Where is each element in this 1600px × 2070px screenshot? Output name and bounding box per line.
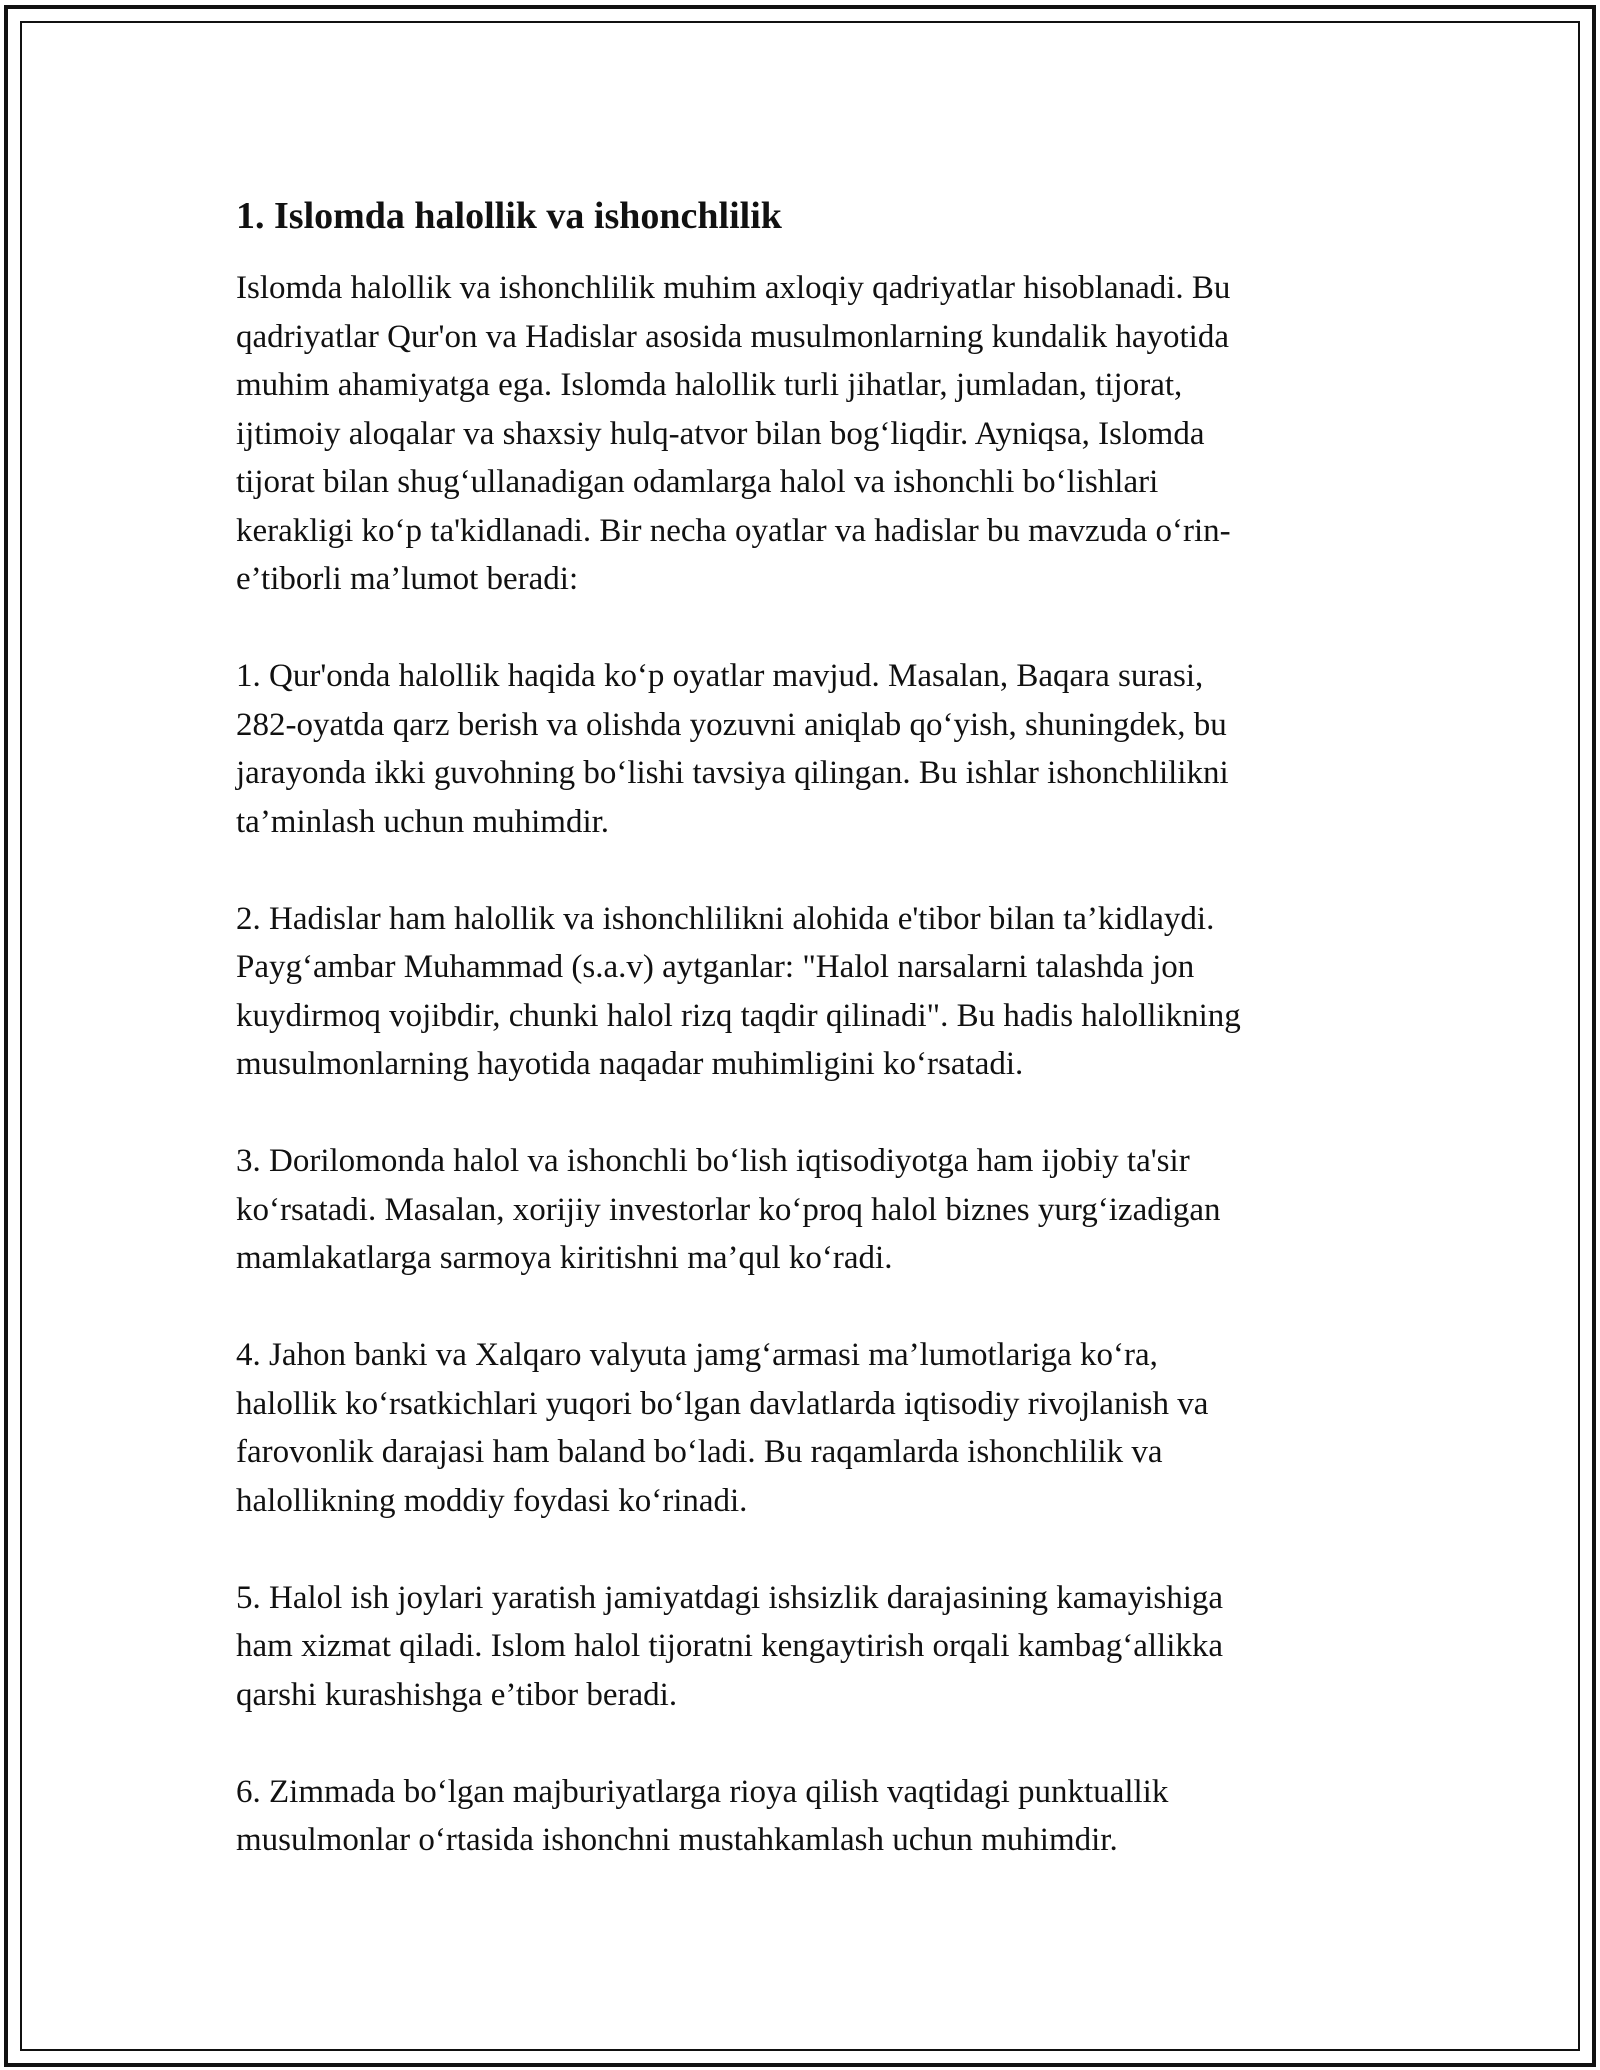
paragraph-line: muhim ahamiyatga ega. Islomda halollik turli jihatlar, jumladan, tijorat,	[236, 367, 1183, 403]
list-item-5	[236, 1574, 1376, 1720]
paragraph-line: farovonlik darajasi ham baland bo‘ladi. Bu raqamlarda ishonchlilik va	[236, 1434, 1163, 1470]
paragraph-line: 1. Qur'onda halollik haqida ko‘p oyatlar mavjud. Masalan, Baqara surasi,	[236, 658, 1204, 694]
paragraph-line: musulmonlar o‘rtasida ishonchni mustahkamlash uchun muhimdir.	[236, 1822, 1118, 1858]
list-item-4	[236, 1331, 1376, 1525]
paragraph-line: ko‘rsatadi. Masalan, xorijiy investorlar ko‘proq halol biznes yurg‘izadigan	[236, 1191, 1221, 1228]
intro-paragraph	[236, 264, 1376, 604]
paragraph-line: halollik ko‘rsatkichlari yuqori bo‘lgan davlatlarda iqtisodiy rivojlanish va	[236, 1385, 1209, 1422]
paragraph-line: mamlakatlarga sarmoya kiritishni ma’qul ko‘radi.	[236, 1240, 893, 1276]
paragraph-line: 4. Jahon banki va Xalqaro valyuta jamg‘armasi ma’lumotlariga ko‘ra,	[236, 1337, 1158, 1373]
paragraph-line: jarayonda ikki guvohning bo‘lishi tavsiya qilingan. Bu ishlar ishonchlilikni	[236, 755, 1229, 791]
paragraph-line: 282-oyatda qarz berish va olishda yozuvni aniqlab qo‘yish, shuningdek, bu	[236, 706, 1227, 743]
paragraph-line: musulmonlarning hayotida naqadar muhimligini ko‘rsatadi.	[236, 1046, 1024, 1082]
paragraph-line: qarshi kurashishga e’tibor beradi.	[236, 1676, 678, 1713]
paragraph-line: ijtimoiy aloqalar va shaxsiy hulq-atvor bilan bog‘liqdir. Ayniqsa, Islomda	[236, 415, 1205, 452]
paragraph-line: 3. Dorilomonda halol va ishonchli bo‘lish iqtisodiyotga ham ijobiy ta'sir	[236, 1143, 1190, 1179]
list-item-2	[236, 895, 1376, 1089]
document-body	[236, 188, 1376, 1865]
list-item-6	[236, 1768, 1376, 1865]
paragraph-line: 6. Zimmada bo‘lgan majburiyatlarga rioya qilish vaqtidagi punktuallik	[236, 1773, 1169, 1810]
paragraph-line: ta’minlash uchun muhimdir.	[236, 803, 610, 840]
paragraph-line: 5. Halol ish joylari yaratish jamiyatdagi ishsizlik darajasining kamayishiga	[236, 1579, 1224, 1616]
list-item-3	[236, 1137, 1376, 1283]
paragraph-line: Payg‘ambar Muhammad (s.a.v) aytganlar: "Halol narsalarni talashda jon	[236, 949, 1195, 985]
paragraph-line: kerakligi ko‘p ta'kidlanadi. Bir necha oyatlar va hadislar bu mavzuda o‘rin-	[236, 512, 1231, 549]
paragraph-line: Islomda halollik va ishonchlilik muhim axloqiy qadriyatlar hisoblanadi. Bu	[236, 270, 1231, 306]
section-title: 1. Islomda halollik va ishonchlilik	[236, 195, 782, 237]
paragraph-line: qadriyatlar Qur'on va Hadislar asosida musulmonlarning kundalik hayotida	[236, 318, 1229, 355]
paragraph-line: tijorat bilan shug‘ullanadigan odamlarga halol va ishonchli bo‘lishlari	[236, 464, 1159, 500]
paragraph-line: 2. Hadislar ham halollik va ishonchlilikni alohida e'tibor bilan ta’kidlaydi.	[236, 900, 1215, 937]
paragraph-line: e’tiborli ma’lumot beradi:	[236, 561, 579, 597]
list-item-1	[236, 652, 1376, 846]
paragraph-line: halollikning moddiy foydasi ko‘rinadi.	[236, 1482, 748, 1519]
paragraph-line: kuydirmoq vojibdir, chunki halol rizq taqdir qilinadi". Bu hadis halollikning	[236, 997, 1241, 1034]
paragraph-line: ham xizmat qiladi. Islom halol tijoratni kengaytirish orqali kambag‘allikka	[236, 1628, 1224, 1664]
